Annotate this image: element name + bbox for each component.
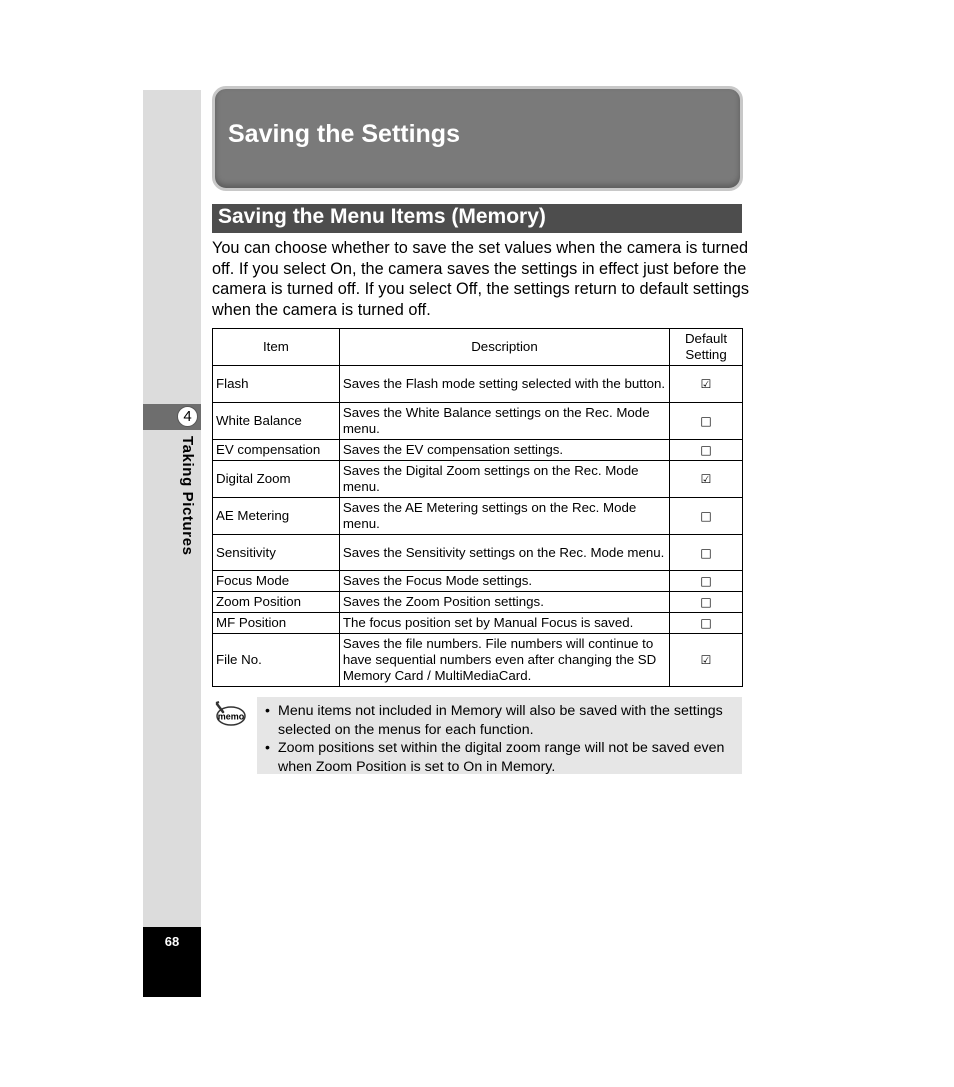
page-number: 68 (164, 934, 180, 949)
memo-icon (214, 701, 246, 727)
table-row (213, 403, 743, 440)
memo-item (263, 739, 736, 776)
row-description: Saves the White Balance settings on the Rec. Mode menu. (339, 403, 669, 440)
section-title: Saving the Menu Items (Memory) (218, 205, 546, 228)
header-description: Description (339, 329, 669, 366)
memory-settings-table (212, 328, 743, 687)
row-description: Saves the Focus Mode settings. (339, 571, 669, 592)
row-item: White Balance (213, 403, 340, 440)
memo-text: Zoom positions set within the digital zoom range will not be saved even when Zoom Position is set to On in Memory. (278, 740, 725, 775)
row-default: □ (670, 498, 743, 535)
bullet-icon: • (265, 740, 270, 756)
row-item: Flash (213, 366, 340, 403)
row-description: Saves the EV compensation settings. (339, 440, 669, 461)
table-row (213, 535, 743, 571)
chapter-label: Taking Pictures (179, 436, 196, 556)
table-row (213, 592, 743, 613)
row-item: AE Metering (213, 498, 340, 535)
table-row (213, 634, 743, 687)
table-row (213, 440, 743, 461)
table-row (213, 571, 743, 592)
row-default: □ (670, 535, 743, 571)
row-item: File No. (213, 634, 340, 687)
table-row (213, 366, 743, 403)
table-header-row (213, 329, 743, 366)
row-description: Saves the AE Metering settings on the Rec. Mode menu. (339, 498, 669, 535)
page-title: Saving the Settings (228, 120, 460, 148)
memo-box (257, 697, 742, 774)
row-item: MF Position (213, 613, 340, 634)
table-row (213, 498, 743, 535)
row-default: ☑ (670, 461, 743, 498)
row-description: Saves the Zoom Position settings. (339, 592, 669, 613)
row-description: Saves the Sensitivity settings on the Rec. Mode menu. (339, 535, 669, 571)
row-default: □ (670, 592, 743, 613)
svg-text:memo: memo (217, 711, 245, 722)
row-default: □ (670, 403, 743, 440)
table-row (213, 461, 743, 498)
bullet-icon: • (265, 703, 270, 719)
row-description: Saves the Flash mode setting selected with the button. (339, 366, 669, 403)
header-default: Default Setting (670, 329, 743, 366)
row-item: Digital Zoom (213, 461, 340, 498)
memo-text: Menu items not included in Memory will also be saved with the settings selected on the menus for each function. (278, 703, 723, 738)
intro-paragraph: You can choose whether to save the set values when the camera is turned off. If you select On, the camera saves the settings in effect just before the camera is turned off. If you select Off, the settings return to default settings when the camera is turned off. (212, 239, 749, 319)
row-item: Zoom Position (213, 592, 340, 613)
row-item: Sensitivity (213, 535, 340, 571)
row-description: Saves the Digital Zoom settings on the Rec. Mode menu. (339, 461, 669, 498)
row-item: Focus Mode (213, 571, 340, 592)
row-description: Saves the file numbers. File numbers will continue to have sequential numbers even after changing the SD Memory Card / MultiMediaCard. (339, 634, 669, 687)
row-default: □ (670, 571, 743, 592)
table-row (213, 613, 743, 634)
row-default: ☑ (670, 366, 743, 403)
row-description: The focus position set by Manual Focus is saved. (339, 613, 669, 634)
header-item: Item (213, 329, 340, 366)
row-item: EV compensation (213, 440, 340, 461)
row-default: □ (670, 613, 743, 634)
row-default: □ (670, 440, 743, 461)
memo-item (263, 702, 736, 739)
chapter-number: 4 (177, 406, 198, 427)
row-default: ☑ (670, 634, 743, 687)
